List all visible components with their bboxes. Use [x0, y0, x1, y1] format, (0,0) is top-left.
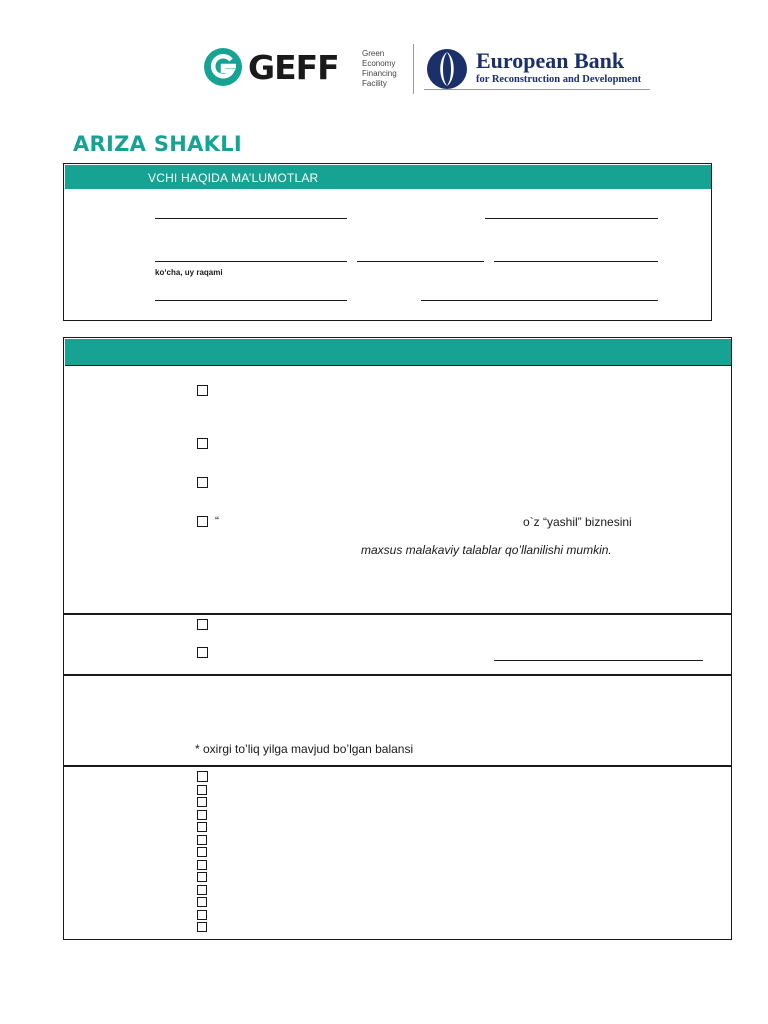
- checkbox-option-2[interactable]: [197, 438, 208, 449]
- row-divider-3: [63, 765, 732, 767]
- balance-note: * oxirgi to’liq yilga mavjud bo’lgan balansi: [195, 742, 414, 756]
- street-address-field[interactable]: [155, 261, 347, 262]
- sector-checkbox-7[interactable]: [197, 847, 207, 857]
- sector-checkbox-10[interactable]: [197, 885, 207, 895]
- applicant-id-field[interactable]: [485, 218, 658, 219]
- ebrd-underline: [424, 89, 650, 90]
- checkbox-yes[interactable]: [197, 619, 208, 630]
- checkbox-option-4[interactable]: [197, 516, 208, 527]
- ebrd-title: European Bank: [476, 48, 625, 73]
- geff-wordmark: GEFF: [248, 48, 339, 87]
- geff-emblem-icon: [204, 48, 242, 86]
- green-business-text: o`z “yashil” biznesini: [523, 515, 632, 529]
- sector-checkbox-13[interactable]: [197, 922, 207, 932]
- sector-checkbox-12[interactable]: [197, 910, 207, 920]
- special-requirements-text: maxsus malakaviy talablar qo’llanilishi mumkin.: [361, 543, 612, 557]
- sector-checkbox-3[interactable]: [197, 797, 207, 807]
- email-field[interactable]: [421, 300, 658, 301]
- open-quote-text: “: [215, 514, 219, 528]
- phone-field[interactable]: [155, 300, 347, 301]
- sector-checkbox-6[interactable]: [197, 835, 207, 845]
- city-field[interactable]: [357, 261, 484, 262]
- row-divider-1: [63, 613, 732, 615]
- applicant-info-heading: VCHI HAQIDA MA’LUMOTLAR: [148, 171, 319, 185]
- geff-logo: [204, 44, 414, 94]
- logo-divider: [413, 44, 414, 94]
- sector-checkbox-2[interactable]: [197, 785, 207, 795]
- sector-checkbox-1[interactable]: [197, 771, 208, 782]
- ebrd-emblem-icon: [426, 48, 468, 90]
- ebrd-logo: [424, 46, 654, 94]
- applicant-name-field[interactable]: [155, 218, 347, 219]
- street-address-label: ko‘cha, uy raqami: [155, 268, 223, 277]
- geff-subtitle: Green Economy Financing Facility: [362, 49, 397, 88]
- sector-checkbox-8[interactable]: [197, 860, 207, 870]
- sector-checkbox-5[interactable]: [197, 822, 207, 832]
- ebrd-subtitle: for Reconstruction and Development: [476, 74, 642, 85]
- row-divider-2: [63, 674, 732, 676]
- other-specify-field[interactable]: [494, 660, 703, 661]
- checkbox-other[interactable]: [197, 647, 208, 658]
- sector-checkbox-11[interactable]: [197, 897, 207, 907]
- page-title: ARIZA SHAKLI: [73, 132, 243, 156]
- sector-checkbox-4[interactable]: [197, 810, 207, 820]
- checkbox-option-1[interactable]: [197, 385, 208, 396]
- sector-checkbox-9[interactable]: [197, 872, 207, 882]
- region-field[interactable]: [494, 261, 658, 262]
- business-info-header: [65, 339, 731, 366]
- business-info-box: [63, 337, 732, 940]
- checkbox-option-3[interactable]: [197, 477, 208, 488]
